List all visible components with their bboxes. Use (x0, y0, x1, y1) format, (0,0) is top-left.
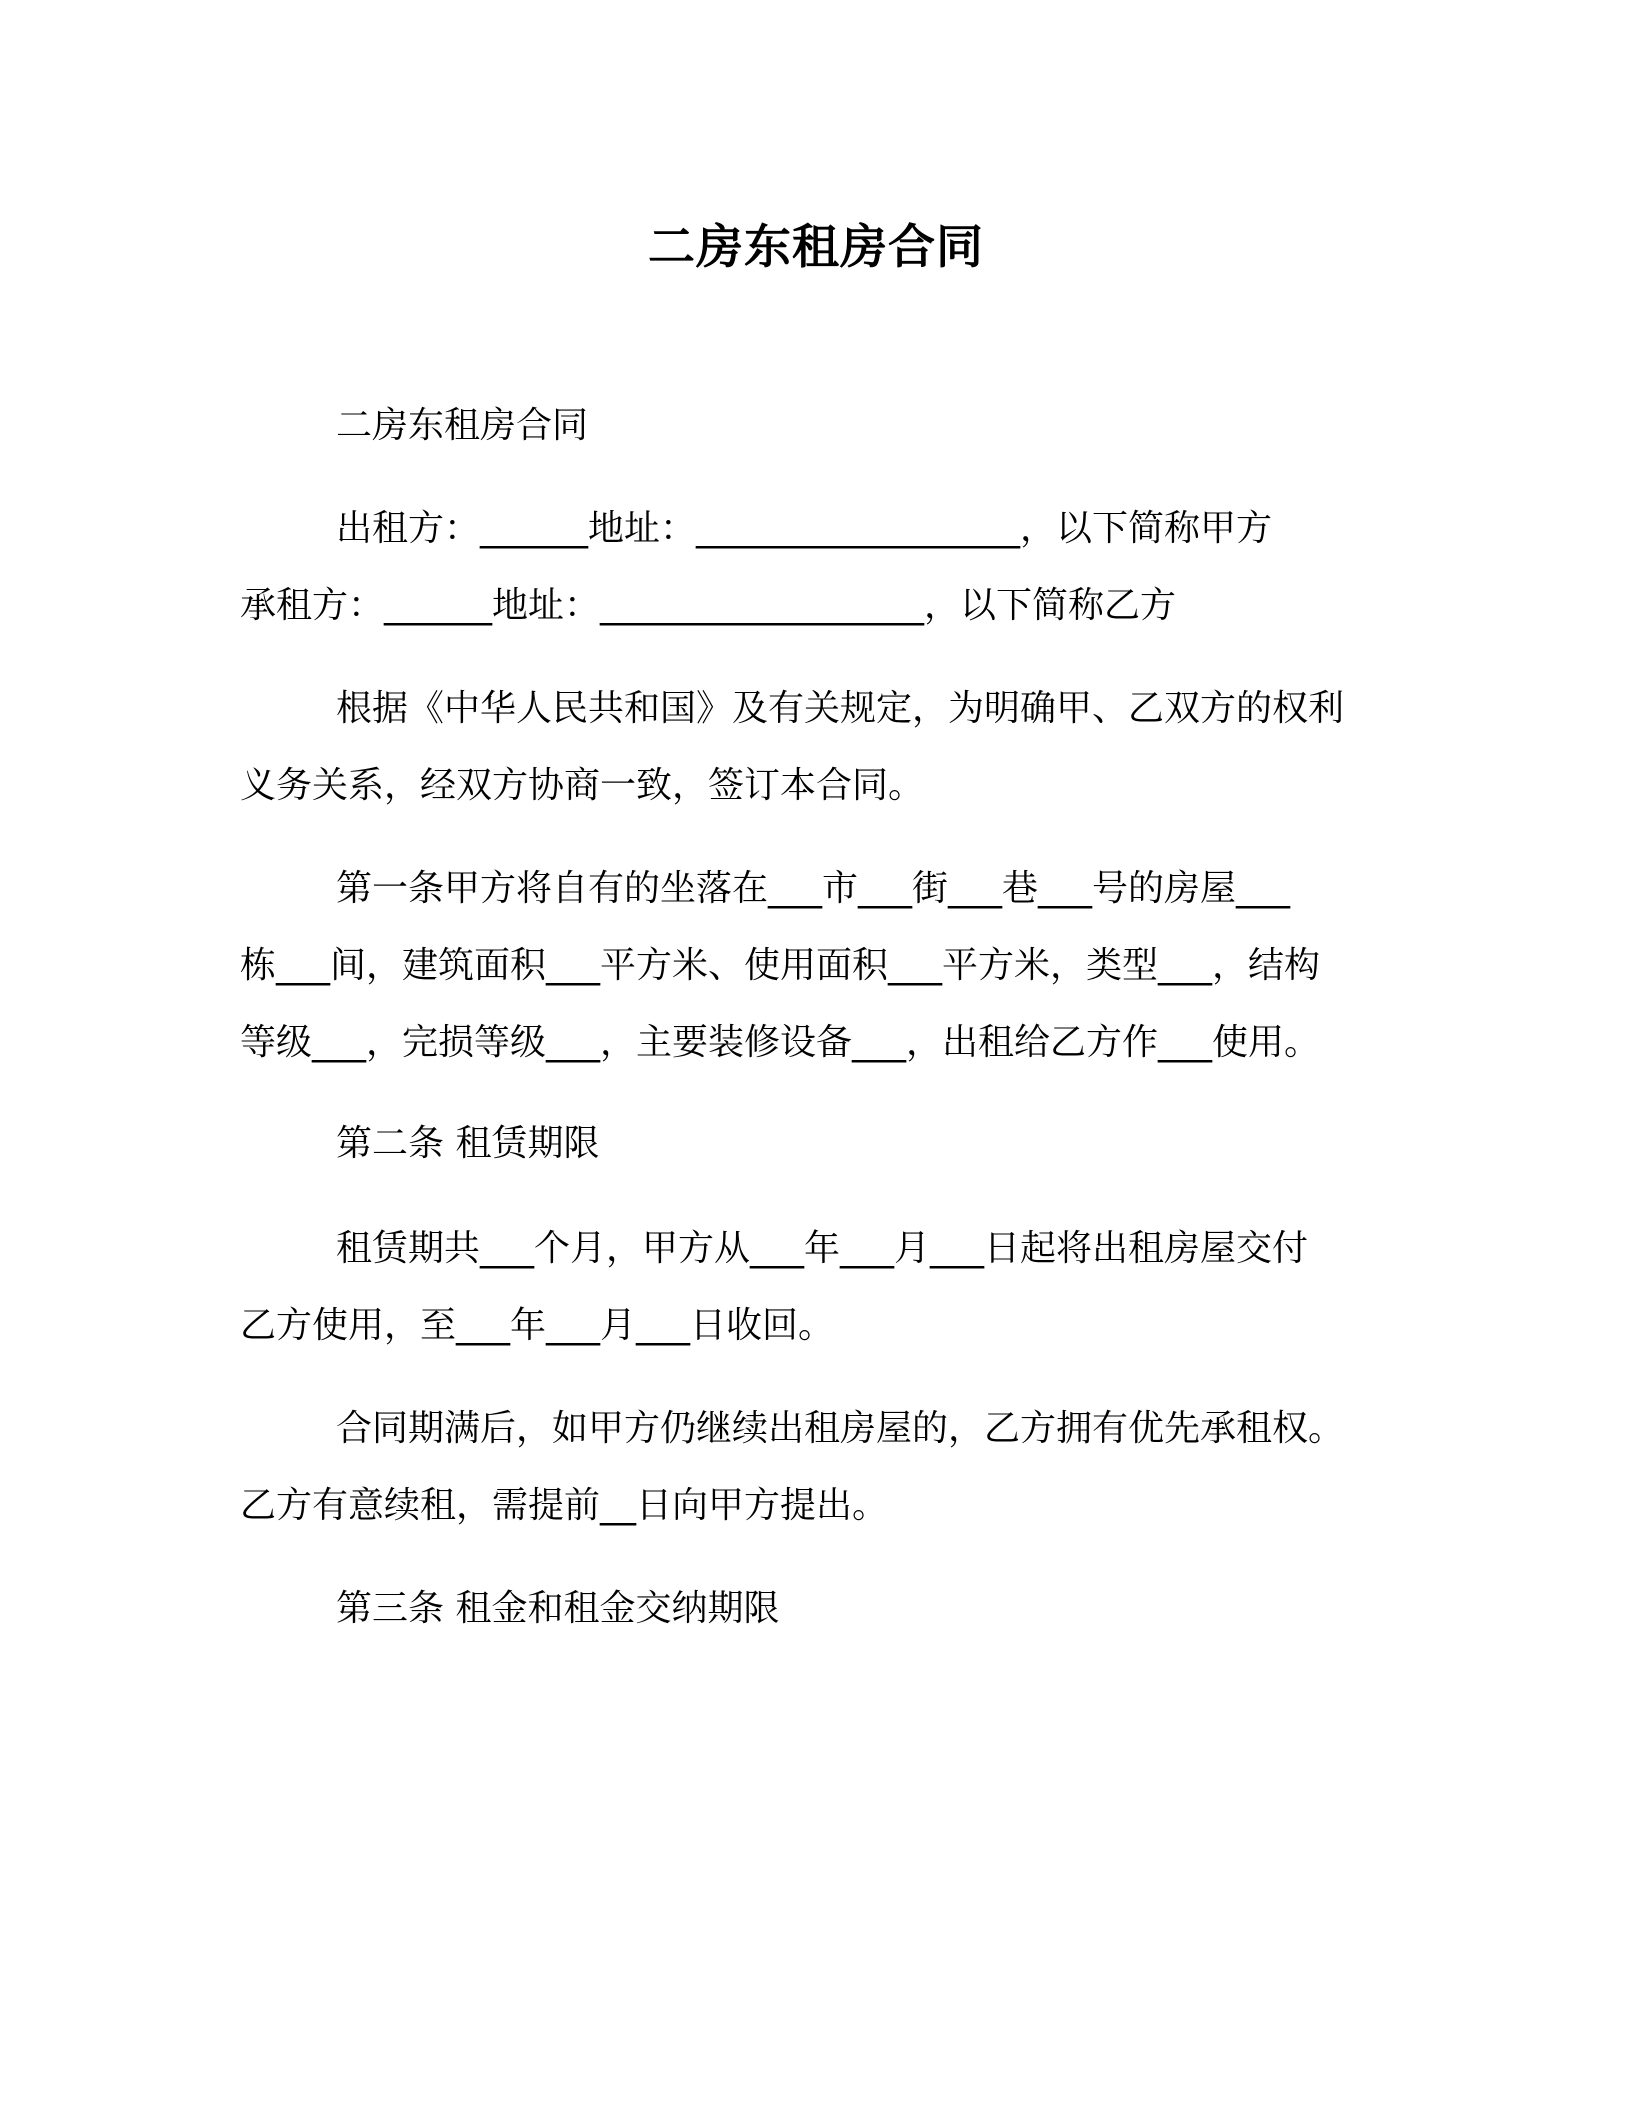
paragraph-article-1 (240, 850, 1390, 1081)
paragraph-article-3-heading (240, 1570, 1390, 1647)
text-line: 租赁期共___个月，甲方从___年___月___日起将出租房屋交付 (336, 1228, 1309, 1269)
paragraph-preamble (240, 670, 1390, 824)
text-line: 第三条 租金和租金交纳期限 (336, 1588, 780, 1629)
paragraph-lease-term (240, 1210, 1390, 1364)
paragraph-article-2-heading (240, 1105, 1390, 1182)
text-line: 承租方：______地址：__________________，以下简称乙方 (240, 585, 1177, 626)
paragraph-parties (240, 490, 1390, 644)
text-line: 合同期满后，如甲方仍继续出租房屋的，乙方拥有优先承租权。 (336, 1408, 1345, 1449)
document-title: 二房东租房合同 (648, 220, 984, 275)
text-line: 等级___，完损等级___，主要装修设备___，出租给乙方作___使用。 (240, 1022, 1321, 1063)
text-line: 根据《中华人民共和国》及有关规定，为明确甲、乙双方的权利 (336, 688, 1345, 729)
text-line: 乙方使用，至___年___月___日收回。 (240, 1305, 835, 1346)
text-line: 第二条 租赁期限 (336, 1123, 600, 1164)
paragraph-heading (240, 387, 1390, 464)
text-line: 栋___间，建筑面积___平方米、使用面积___平方米，类型___，结构 (240, 945, 1321, 986)
paragraph-renewal (240, 1390, 1390, 1544)
text-line: 乙方有意续租，需提前__日向甲方提出。 (240, 1485, 889, 1526)
text-line: 二房东租房合同 (336, 405, 589, 446)
text-line: 第一条甲方将自有的坐落在___市___街___巷___号的房屋___ (336, 868, 1291, 909)
text-line: 义务关系，经双方协商一致，签订本合同。 (240, 765, 925, 806)
text-line: 出租方：______地址：__________________，以下简称甲方 (336, 508, 1273, 549)
